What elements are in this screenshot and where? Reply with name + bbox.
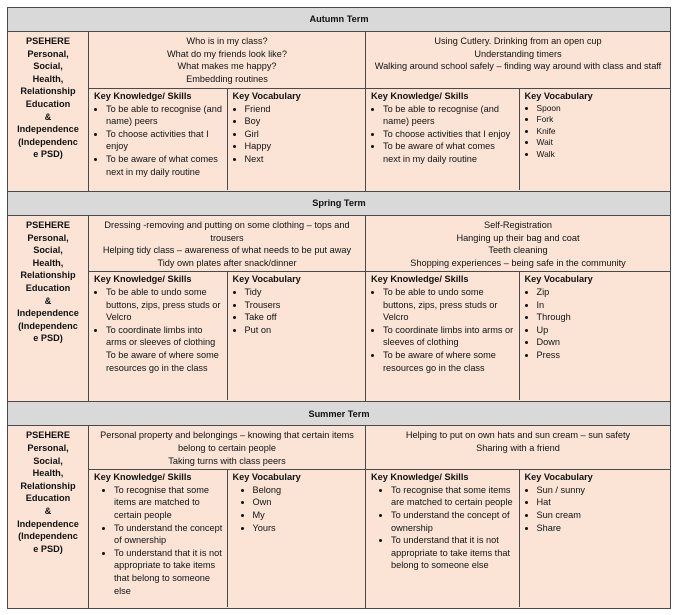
autumn-left-vocab (228, 103, 366, 166)
text-line: Independence (17, 124, 79, 135)
list-item: • Happy (245, 140, 362, 153)
list-item: • Fork (537, 114, 667, 126)
text-line: Social, (33, 245, 63, 256)
list-item: • To be aware of where some resources go in the class (383, 349, 515, 374)
text-line: Taking turns with class peers (168, 455, 286, 466)
text-line: Education (25, 493, 71, 504)
text-line: What do my friends look like? (167, 48, 287, 59)
text-line: Relationship (20, 480, 76, 491)
autumn-right-topics (366, 32, 671, 89)
text-line: Personal, (27, 442, 69, 453)
list-item: • Sun cream (537, 509, 667, 522)
list-item: • To choose activities that I enjoy (106, 128, 223, 153)
summer-right-topics (366, 426, 671, 470)
spring-right-vocab (520, 286, 671, 362)
list-item: • Wait (537, 137, 667, 149)
list-item: • Put on (245, 324, 362, 337)
list-item: • Girl (245, 128, 362, 141)
autumn-right-skills (366, 103, 519, 166)
spring-left-topics (89, 216, 366, 272)
autumn-term-heading: Autumn Term (8, 8, 671, 32)
list-item: • To be able to undo some buttons, zips, press studs or Velcro (383, 286, 515, 324)
list-item: • Belong (253, 484, 362, 497)
text-line: (Independenc (18, 136, 78, 147)
text-line: PSEHERE (26, 36, 70, 46)
text-line: Walking around school safely – finding way around with class and staff (374, 61, 662, 72)
text-line: Tidy own plates after snack/dinner (157, 257, 297, 268)
knowledge-heading: Key Knowledge/ Skills (94, 274, 192, 285)
vocabulary-heading: Key Vocabulary (232, 91, 301, 101)
text-line: & (44, 505, 52, 516)
autumn-left-topics (89, 32, 366, 89)
text-line: & (44, 295, 52, 306)
text-line: & (44, 111, 52, 122)
text-line: Hanging up their bag and coat (456, 232, 580, 243)
spring-left-vocab (228, 286, 366, 336)
list-item: • Hat (537, 496, 667, 509)
text-line: Social, (33, 61, 63, 72)
list-item: • Spoon (537, 103, 667, 115)
list-item: • In (537, 299, 667, 312)
spring-left-skills (89, 286, 227, 349)
list-item: • Down (537, 336, 667, 349)
text-line: Independence (17, 308, 79, 319)
text-line: Shopping experiences – being safe in the community (410, 257, 626, 268)
summer-right-vocab (520, 484, 671, 534)
list-item: • Take off (245, 311, 362, 324)
list-item: • Knife (537, 126, 667, 138)
text-line: Social, (33, 455, 63, 466)
list-item: • To be able to undo some buttons, zips, press studs or Velcro (106, 286, 223, 324)
text-line: (Independenc (18, 320, 78, 331)
list-item: • Zip (537, 286, 667, 299)
text-line: Helping to put on own hats and sun cream – sun safety (405, 430, 631, 441)
list-item: • Sun / sunny (537, 484, 667, 497)
list-item: • To coordinate limbs into arms or sleeves of clothing (383, 324, 515, 349)
autumn-right-vocab (520, 103, 671, 161)
list-item: • Tidy (245, 286, 362, 299)
list-item: • Next (245, 153, 362, 166)
text-line: e PSD) (33, 149, 63, 160)
text-line: e PSD) (33, 333, 63, 344)
spring-right-topics (366, 216, 671, 272)
list-item: • To be aware of what comes next in my daily routine (383, 140, 515, 165)
text-line: Embedding routines (186, 73, 268, 84)
list-item: • To be aware of what comes next in my daily routine (106, 153, 223, 178)
list-item: • Share (537, 522, 667, 535)
list-item: • My (253, 509, 362, 522)
list-item: • Own (253, 496, 362, 509)
list-item: • To recognise that some items are matched to certain people (391, 484, 515, 509)
list-item: • To choose activities that I enjoy (383, 128, 515, 141)
list-item: • To understand that it is not appropriate to take items that belong to someone else (114, 547, 223, 597)
psd-side-label (8, 426, 89, 609)
psd-side-label (8, 216, 89, 402)
list-item: • To be able to recognise (and name) peers (106, 103, 223, 128)
text-line: Independence (17, 518, 79, 529)
list-item: • To understand that it is not appropriate to take items that belong to someone else (391, 534, 515, 572)
text-line: Personal property and belongings – knowing that certain items belong to certain people (100, 430, 354, 453)
list-item: • To understand the concept of ownership (114, 522, 223, 547)
knowledge-heading: Key Knowledge/ Skills (371, 274, 469, 285)
autumn-left-skills (89, 103, 227, 179)
summer-term-heading: Summer Term (8, 402, 671, 426)
text-line: Relationship (20, 270, 76, 281)
list-item: • Up (537, 324, 667, 337)
list-item: • To coordinate limbs into arms or sleeves of clothing (106, 324, 223, 349)
knowledge-heading: Key Knowledge/ Skills (94, 91, 192, 101)
text-line: Personal, (27, 232, 69, 243)
text-line: Health, (32, 73, 64, 84)
spring-right-skills (366, 286, 519, 374)
text-line: Understanding timers (474, 48, 562, 59)
list-item: • To recognise that some items are matched to certain people (114, 484, 223, 522)
vocabulary-heading: Key Vocabulary (524, 274, 593, 285)
list-item: • Boy (245, 115, 362, 128)
spring-left-extra-skill: To be aware of where some resources go in the class (106, 349, 219, 373)
vocabulary-heading: Key Vocabulary (524, 472, 593, 483)
text-line: Health, (32, 257, 64, 268)
list-item: • Trousers (245, 299, 362, 312)
knowledge-heading: Key Knowledge/ Skills (371, 472, 469, 483)
text-line: Teeth cleaning (488, 245, 548, 256)
knowledge-heading: Key Knowledge/ Skills (371, 91, 469, 101)
knowledge-heading: Key Knowledge/ Skills (94, 472, 192, 483)
list-item: • Yours (253, 522, 362, 535)
vocabulary-heading: Key Vocabulary (232, 472, 301, 483)
text-line: Helping tidy class – awareness of what needs to be put away (102, 245, 352, 256)
text-line: Who is in my class? (186, 36, 268, 46)
text-line: Education (25, 282, 71, 293)
list-item: • To understand the concept of ownership (391, 509, 515, 534)
text-line: Health, (32, 468, 64, 479)
text-line: Using Cutlery. Drinking from an open cup (434, 36, 602, 46)
text-line: PSEHERE (26, 430, 70, 441)
list-item: • Through (537, 311, 667, 324)
summer-right-skills (366, 484, 519, 572)
list-item: • Press (537, 349, 667, 362)
text-line: Relationship (20, 86, 76, 97)
list-item: • Friend (245, 103, 362, 116)
curriculum-table (7, 7, 671, 609)
spring-term-heading: Spring Term (8, 192, 671, 216)
text-line: PSEHERE (26, 220, 70, 230)
summer-left-vocab (228, 484, 366, 534)
text-line: e PSD) (33, 543, 63, 554)
text-line: What makes me happy? (177, 61, 277, 72)
summer-left-skills (89, 484, 227, 597)
text-line: (Independenc (18, 531, 78, 542)
text-line: Dressing -removing and putting on some clothing – tops and trousers (104, 220, 350, 243)
text-line: Self-Registration (484, 220, 552, 230)
psd-side-label (8, 32, 89, 192)
text-line: Education (25, 98, 71, 109)
vocabulary-heading: Key Vocabulary (524, 91, 593, 101)
vocabulary-heading: Key Vocabulary (232, 274, 301, 285)
list-item: • To be able to recognise (and name) peers (383, 103, 515, 128)
summer-left-topics (89, 426, 366, 470)
list-item: • Walk (537, 149, 667, 161)
text-line: Sharing with a friend (476, 442, 560, 453)
text-line: Personal, (27, 48, 69, 59)
